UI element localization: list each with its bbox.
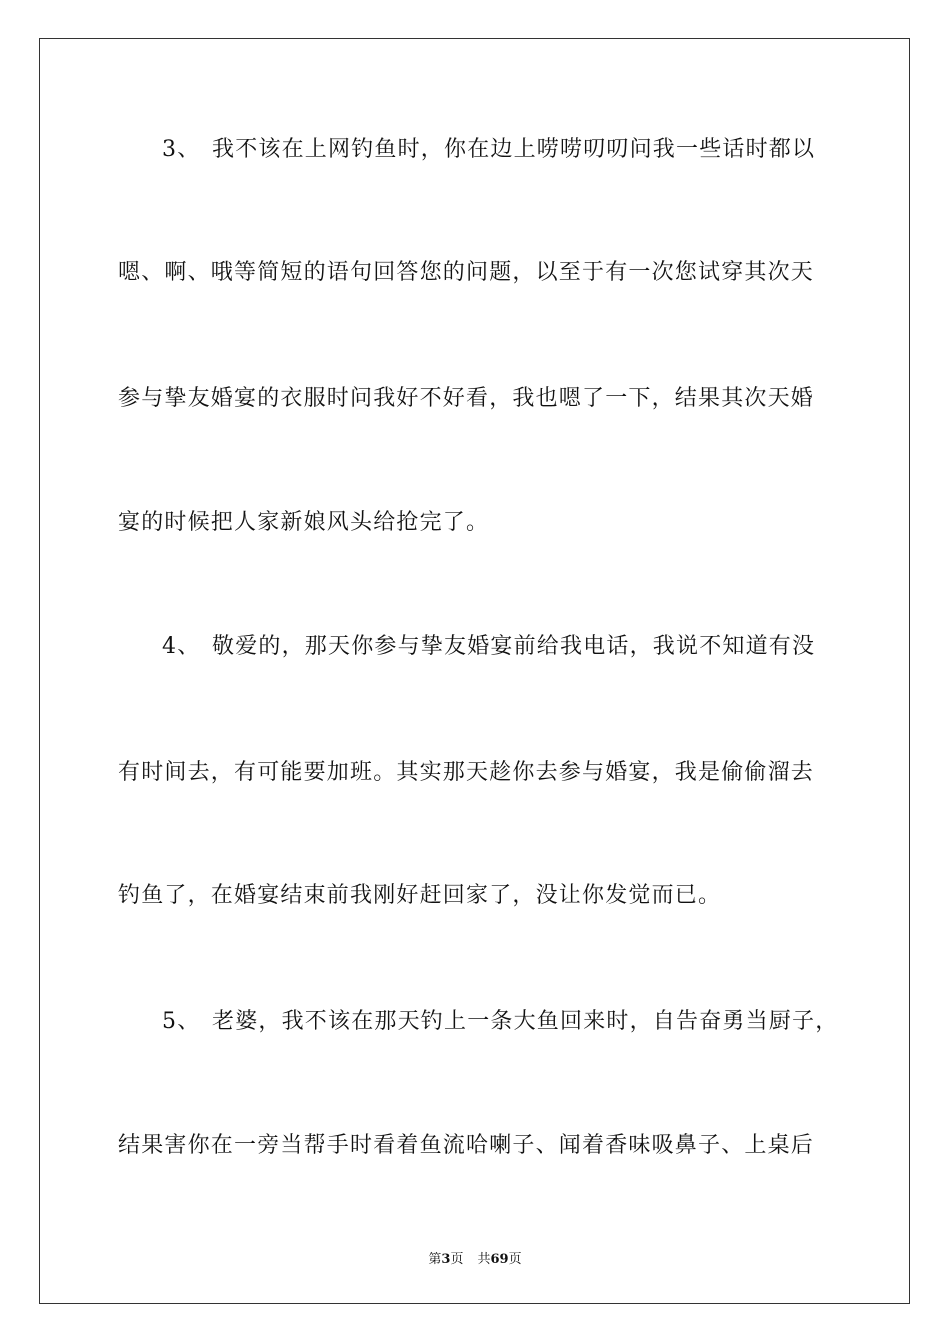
paragraph-5-text-1: 老婆，我不该在那天钓上一条大鱼回来时，自告奋勇当厨子， — [212, 1009, 839, 1034]
footer-page-prefix: 第 — [428, 1252, 442, 1267]
footer-total-pages: 69 — [490, 1252, 509, 1267]
paragraph-3-line-3: 参与挚友婚宴的衣服时问我好不好看，我也嗯了一下，结果其次天婚 — [118, 386, 815, 411]
paragraph-5-number: 5、 — [162, 1009, 201, 1034]
paragraph-5-line-2: 结果害你在一旁当帮手时看着鱼流哈喇子、闻着香味吸鼻子、上桌后 — [118, 1133, 815, 1158]
footer-total-prefix: 共 — [477, 1252, 491, 1267]
footer-page-number: 3 — [441, 1252, 451, 1267]
paragraph-4-line-3: 钓鱼了，在婚宴结束前我刚好赶回家了，没让你发觉而已。 — [118, 883, 722, 908]
paragraph-3-line-2: 嗯、啊、哦等简短的语句回答您的问题，以至于有一次您试穿其次天 — [118, 260, 815, 285]
paragraph-4-line-1 — [162, 632, 815, 662]
paragraph-3-line-4: 宴的时候把人家新娘风头给抢完了。 — [118, 510, 490, 535]
paragraph-5-line-1 — [162, 1007, 838, 1037]
paragraph-3-line-1 — [162, 135, 815, 165]
paragraph-4-text-1: 敬爱的，那天你参与挚友婚宴前给我电话，我说不知道有没 — [212, 634, 816, 659]
page-frame — [39, 38, 910, 1304]
footer-page-suffix: 页 — [450, 1252, 464, 1267]
footer-total-suffix: 页 — [508, 1252, 522, 1267]
paragraph-4-number: 4、 — [162, 634, 201, 659]
paragraph-3-text-1: 我不该在上网钓鱼时，你在边上唠唠叨叨问我一些话时都以 — [212, 137, 816, 162]
page-footer — [0, 1248, 950, 1267]
paragraph-4-line-2: 有时间去，有可能要加班。其实那天趁你去参与婚宴，我是偷偷溜去 — [118, 760, 815, 785]
paragraph-3-number: 3、 — [162, 137, 201, 162]
